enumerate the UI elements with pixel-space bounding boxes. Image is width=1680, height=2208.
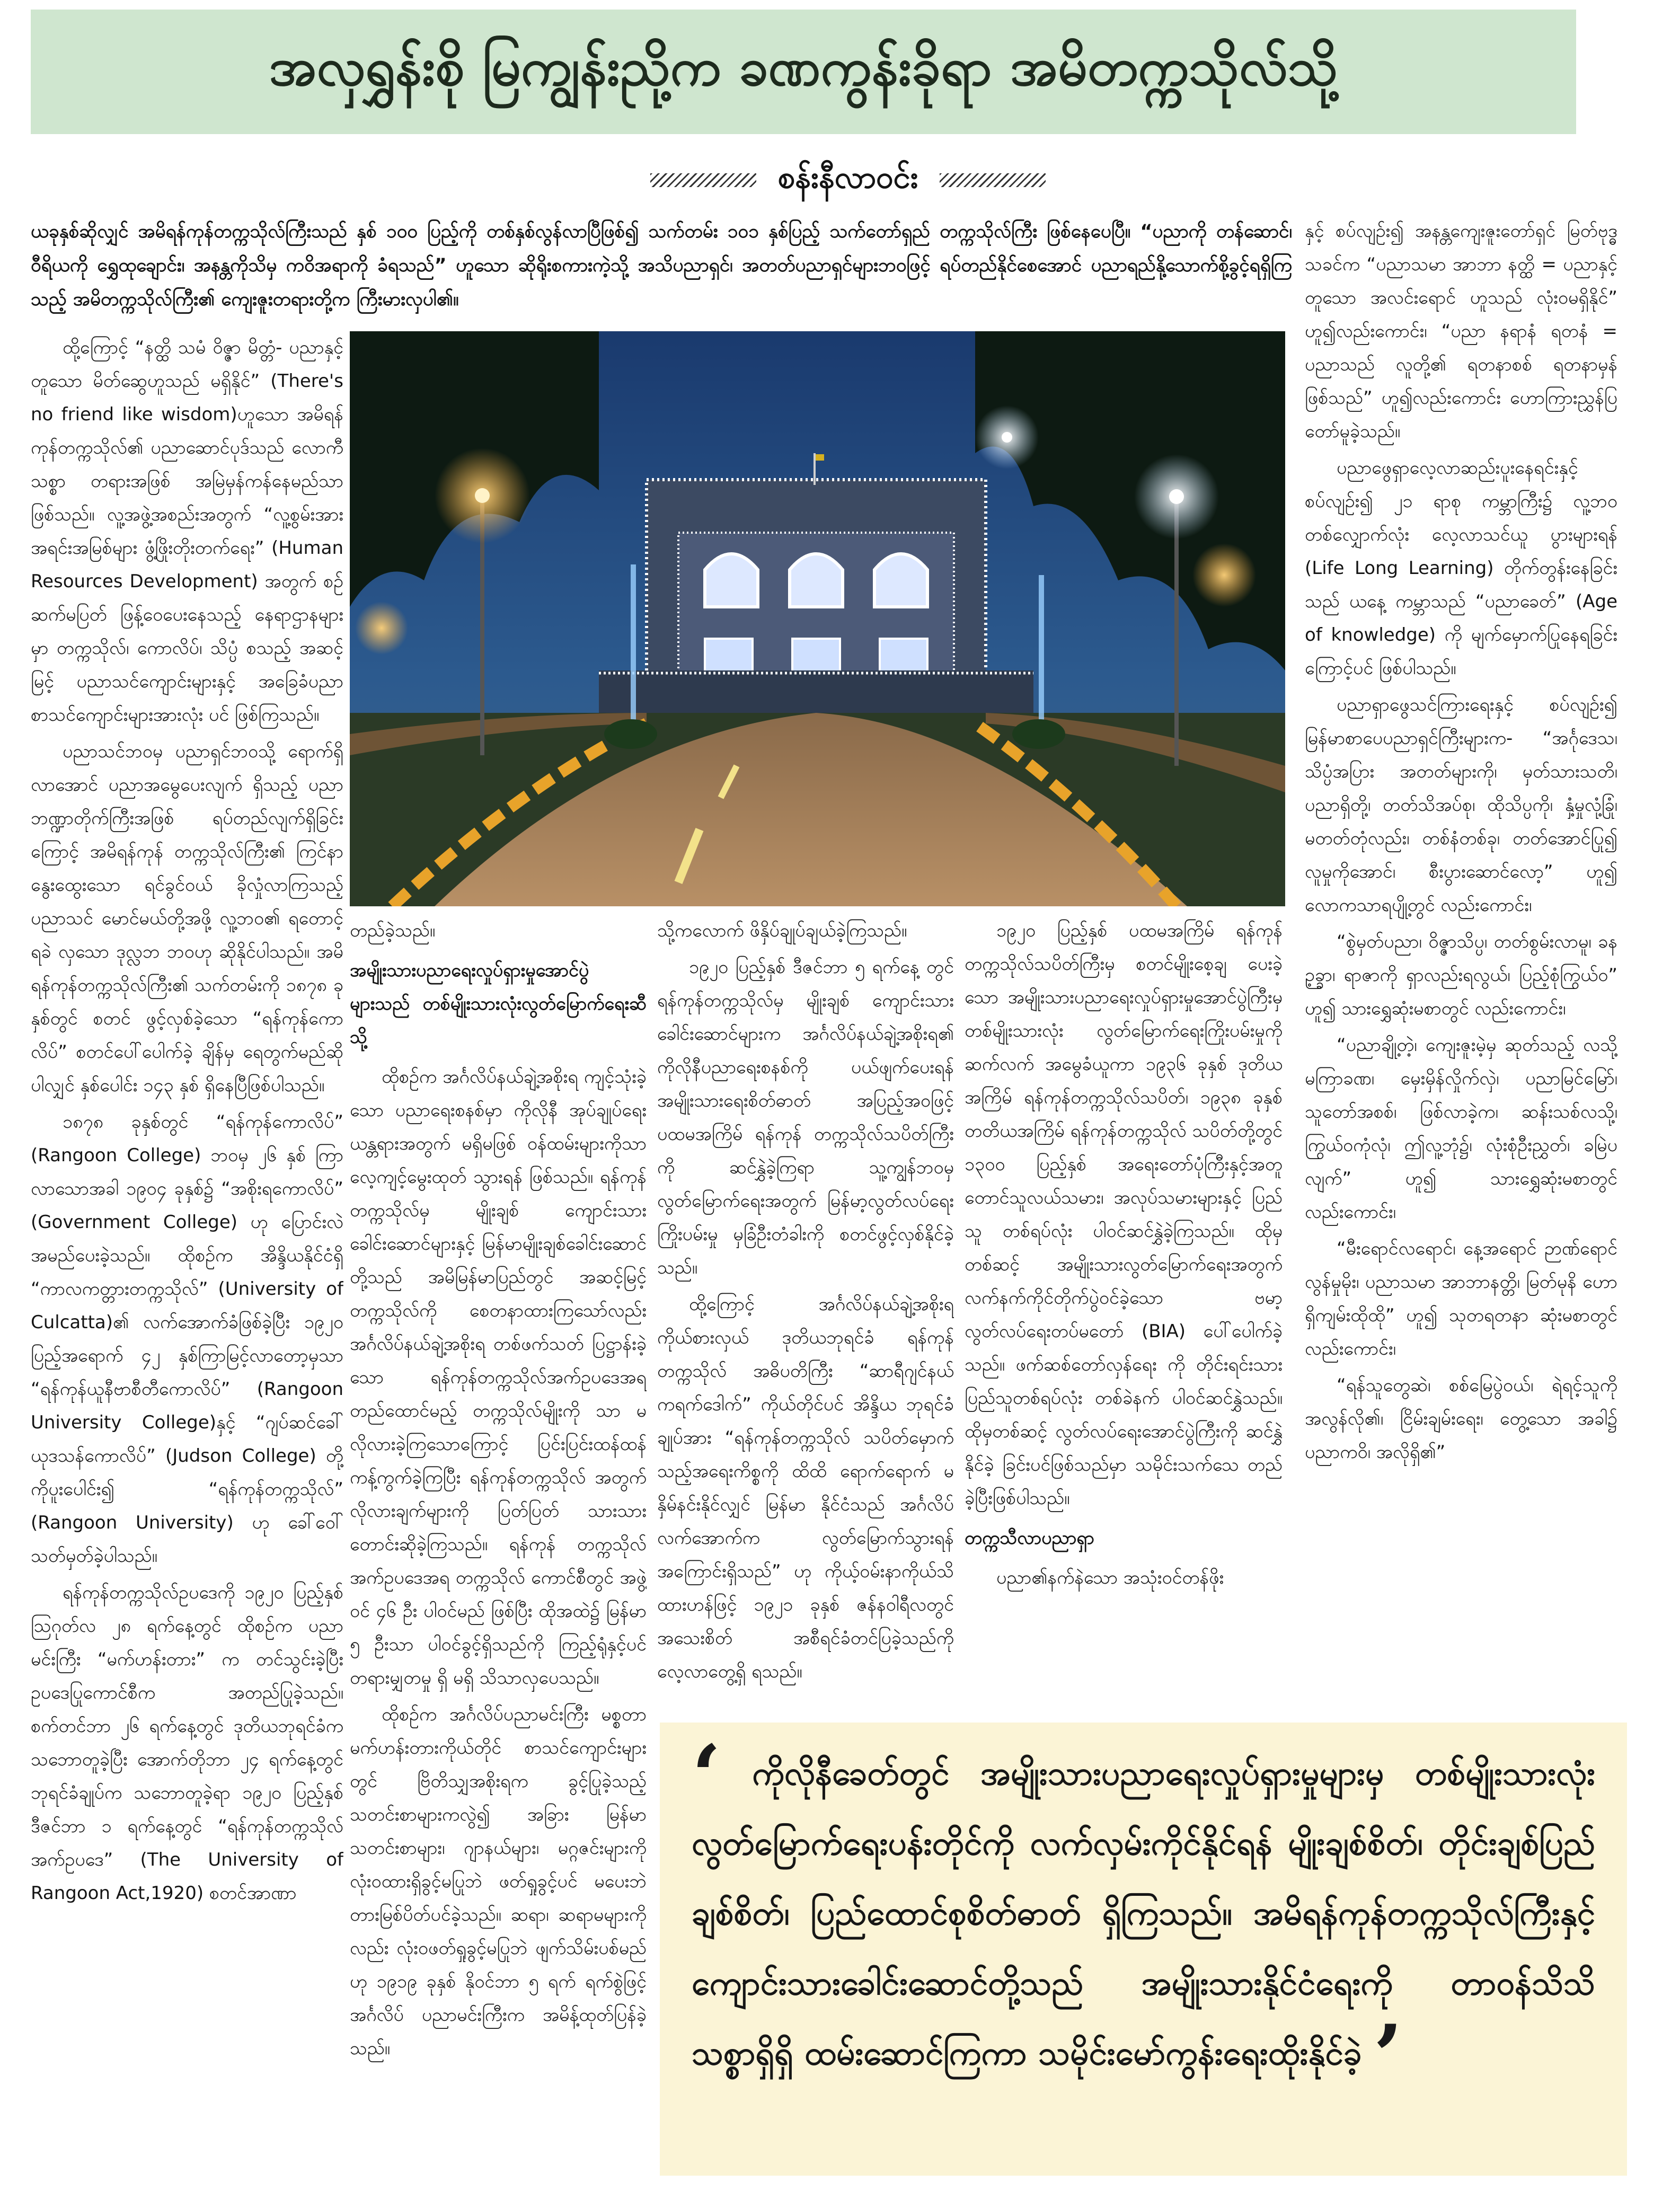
column-center-left: [350, 914, 647, 2176]
paragraph: ထိုစဉ်က အင်္ဂလိပ်နယ်ချဲ့အစိုးရ ကျင့်သုံးခဲ့သော ပညာရေးစနစ်မှာ ကိုလိုနီ အုပ်ချုပ်ရေးယန္တရားအတွက် မရှိမဖြစ် ဝန်ထမ်းများကိုသာ လေ့ကျင့်မွေးထုတ် သွားရန် ဖြစ်သည်။ ရန်ကုန်တက္ကသိုလ်မှ မျိုးချစ် ကျောင်းသားခေါင်းဆောင်များနှင့် မြန်မာမျိုးချစ်ခေါင်းဆောင်တို့သည် အမိမြန်မာပြည်တွင် အဆင့်မြင့်တက္ကသိုလ်ကို စေတနာထားကြသော်လည်း အင်္ဂလိပ်နယ်ချဲ့အစိုးရ တစ်ဖက်သတ် ပြဋ္ဌာန်းခဲ့သော ရန်ကုန်တက္ကသိုလ်အက်ဥပဒေအရ တည်ထောင်မည့် တက္ကသိုလ်မျိုးကို သာ မလိုလားခဲ့ကြသောကြောင့် ပြင်းပြင်းထန်ထန် ကန့်ကွက်ခဲ့ကြပြီး ရန်ကုန်တက္ကသိုလ် အတွက် လိုလားချက်များကို ပြတ်ပြတ် သားသား တောင်းဆိုခဲ့ကြသည်။ ရန်ကုန် တက္ကသိုလ်အက်ဥပဒေအရ တက္ကသိုလ် ကောင်စီတွင် အဖွဲ့ဝင် ၄၆ ဦး ပါဝင်မည် ဖြစ်ပြီး ထိုအထဲ၌ မြန်မာ ၅ ဦးသာ ပါဝင်ခွင့်ရှိသည်ကို ကြည့်ရုံနှင့်ပင် တရားမျှတမှု ရှိ မရှိ သိသာလှပေသည်။: [350, 1066, 647, 1689]
byline-ornament-left: [650, 173, 756, 187]
paragraph: တည်ခဲ့သည်။: [350, 920, 436, 941]
paragraph: ထို့ကြောင့် အင်္ဂလိပ်နယ်ချဲ့အစိုးရ ကိုယ်စားလှယ် ဒုတိယဘုရင်ခံ ရန်ကုန် တက္ကသိုလ် အဓိပတိကြီး “ဆာရီဂျင်နယ် ကရက်ဒေါက်” ကိုယ်တိုင်ပင် အိန္ဒိယ ဘုရင်ခံချုပ်အား “ရန်ကုန်တက္ကသိုလ် သပိတ်မှောက်သည့်အရေးကိစ္စကို ထိထိ ရောက်ရောက် မနှိမ်နင်းနိုင်လျှင် မြန်မာ နိုင်ငံသည် အင်္ဂလိပ်လက်အောက်က လွတ်မြောက်သွားရန် အကြောင်းရှိသည်” ဟု ကိုယ့်ဝမ်းနာကိုယ်သိထားဟန်ဖြင့် ၁၉၂၁ ခုနှစ် ဇန်နဝါရီလတွင် အသေးစိတ် အစီရင်ခံတင်ပြခဲ့သည်ကို လေ့လာတွေ့ရှိ ရသည်။: [657, 1294, 954, 1682]
column-center-right: [965, 914, 1283, 1699]
open-quote-mark: ‘: [692, 1726, 721, 1826]
section-heading: အမျိုးသားပညာရေးလှုပ်ရှားမှုအောင်ပွဲများသည် တစ်မျိုးသားလုံးလွတ်မြောက်ရေးဆီသို့: [350, 960, 647, 1048]
byline: [583, 159, 1113, 201]
paragraph: ပညာ၏နက်နဲသော အသုံးဝင်တန်ဖိုး: [996, 1567, 1224, 1588]
headline-banner: [31, 10, 1576, 134]
paragraph: ပညာရှာဖွေသင်ကြားရေးနှင့် စပ်လျဉ်း၍ မြန်မာစာပေပညာရှင်ကြီးများက- “အင်္ဂုဒေသ၊ သိပ္ပံအပြား အတတ်များကို၊ မှတ်သားသတိ၊ ပညာရှိတို့၊ တတ်သိအပ်စု၊ ထိုသိပ္ပကို၊ နှံ့မှုလုံ့ခြုံ၊ မတတ်တုံလည်း၊ တစ်နံတစ်ခု၊ တတ်အောင်ပြု၍ လူမှုကိုအောင်၊ စီးပွားဆောင်လော့” ဟူ၍ လောကသာရပျို့တွင် လည်းကောင်း၊: [1305, 694, 1617, 916]
paragraph: ပညာဖွေရှာလေ့လာဆည်းပူးနေရင်းနှင့် စပ်လျဉ်း၍ ၂၁ ရာစု ကမ္ဘာကြီး၌ လူ့ဘဝ တစ်လျှောက်လုံး လေ့လာသင်ယူ ပွားများရန် (Life Long Learning) တိုက်တွန်းနေခြင်းသည် ယနေ့ ကမ္ဘာသည် “ပညာခေတ်” (Age of knowledge) ကို မျက်မှောက်ပြုနေရခြင်းကြောင့်ပင် ဖြစ်ပါသည်။: [1305, 457, 1617, 679]
column-center: [657, 914, 954, 1699]
column-right: [1305, 215, 1617, 1805]
paragraph: သို့ကလောက် ဖိနှိပ်ချုပ်ချယ်ခဲ့ကြသည်။: [657, 920, 907, 941]
paragraph: “ရန်သူတွေဆဲ၊ စစ်မြေပွဲဝယ်၊ ရဲရင့်သူကို အလွန်လို၏၊ ငြိမ်းချမ်းရေး၊ တွေ့သော အခါ၌ ပညာကဝိ၊ အလိုရှိ၏”: [1305, 1375, 1617, 1463]
paragraph: ထိုစဉ်က အင်္ဂလိပ်ပညာမင်းကြီး မစ္စတာ မက်ဟန်းတားကိုယ်တိုင် စာသင်ကျောင်းများတွင် ဗြိတိသျှအစိုးရက ခွင့်ပြုခဲ့သည့် သတင်းစာများကလွဲ၍ အခြား မြန်မာသတင်းစာများ၊ ဂျာနယ်များ၊ မဂ္ဂဇင်းများကို လုံးဝထားရှိခွင့်မပြုဘဲ ဖတ်ရှုခွင့်ပင် မပေးဘဲ တားမြစ်ပိတ်ပင်ခဲ့သည်။ ဆရာ၊ ဆရာမများကိုလည်း လုံးဝဖတ်ရှုခွင့်မပြုဘဲ ဖျက်သိမ်းပစ်မည်ဟု ၁၉၁၉ ခုနှစ် နိုဝင်ဘာ ၅ ရက် ရက်စွဲဖြင့် အင်္ဂလိပ် ပညာမင်းကြီးက အမိန့်ထုတ်ပြန်ခဲ့သည်။: [350, 1704, 647, 2059]
intro-paragraph: [31, 215, 1292, 318]
section-heading: တက္ကသီလာပညာရှာ: [965, 1527, 1094, 1549]
paragraph: ပညာသင်ဘဝမှ ပညာရှင်ဘဝသို့ ရောက်ရှိလာအောင် ပညာအမွေပေးလျက် ရှိသည့် ပညာဘဏ္ဍာတိုက်ကြီးအဖြစ် ရပ်တည်လျက်ရှိခြင်းကြောင့် အမိရန်ကုန် တက္ကသိုလ်ကြီး၏ ကြင်နာနွေးထွေးသော ရင်ခွင်ဝယ် ခိုလှုံလာကြသည့် ပညာသင် မောင်မယ်တို့အဖို့ လူ့ဘဝ၏ ရတောင့်ရခဲ လှသော ဒုလ္လဘ ဘဝဟု ဆိုနိုင်ပါသည်။ အမိရန်ကုန်တက္ကသိုလ်ကြီး၏ သက်တမ်းကို ၁၈၇၈ ခုနှစ်တွင် စတင် ဖွင့်လှစ်ခဲ့သော “ရန်ကုန်ကောလိပ်” စတင်ပေါ်ပေါက်ခဲ့ ချိန်မှ ရေတွက်မည်ဆိုပါလျှင် နှစ်ပေါင်း ၁၄၃ နှစ် ရှိနေပြီဖြစ်ပါသည်။: [31, 741, 343, 1096]
paragraph: နှင့် စပ်လျဉ်း၍ အနန္တကျေးဇူးတော်ရှင် မြတ်ဗုဒ္ဓ သခင်က “ပညာသမာ အာဘာ နတ္ထိ = ပညာနှင့်တူသော အလင်းရောင် ဟူသည် လုံးဝမရှိနိုင်” ဟူ၍လည်းကောင်း၊ “ပညာ နရာနံ ရတနံ = ပညာသည် လူတို့၏ ရတနာစစ် ရတနာမှန် ဖြစ်သည်” ဟူ၍လည်းကောင်း ဟောကြားညွှန်ပြတော်မူခဲ့သည်။: [1305, 220, 1617, 442]
close-quote-mark: ’: [1373, 2006, 1403, 2106]
paragraph: ထို့ကြောင့် “နတ္ထိ သမံ ဝိဇ္ဇာ မိတ္တံ- ပညာနှင့်တူသော မိတ်ဆွေဟူသည် မရှိနိုင်” (There's no friend like wisdom)ဟူသော အမိရန်ကုန်တက္ကသိုလ်၏ ပညာဆောင်ပုဒ်သည် လောကီသစ္စာ တရားအဖြစ် အမြဲမှန်ကန်နေမည်သာ ဖြစ်သည်။ လူ့အဖွဲ့အစည်းအတွက် “လူ့စွမ်းအားအရင်းအမြစ်များ ဖွံ့ဖြိုးတိုးတက်ရေး” (Human Resources Development) အတွက် စဉ်ဆက်မပြတ် ဖြန့်ဝေပေးနေသည့် နေရာဌာနများမှာ တက္ကသိုလ်၊ ကောလိပ်၊ သိပ္ပံ စသည့် အဆင့်မြင့် ပညာသင်ကျောင်းများနှင့် အခြေခံပညာစာသင်ကျောင်းများအားလုံး ပင် ဖြစ်ကြသည်။: [31, 337, 343, 726]
paragraph: “ပညာချို့တဲ့၊ ကျေးဇူးမဲ့မှ ဆုတ်သည့် လသို့ မကြာခဏ၊ မှေးမှိန်လှိုက်လှဲ၊ ပညာမြင်မြော်၊ သူတော်အစစ်၊ ဖြစ်လာခဲ့က၊ ဆန်းသစ်လသို့၊ ကြွယ်ဝကုံလုံ၊ ဤလူ့ဘုံ၌၊ လုံးစုံဦးညွှတ်၊ ခမြဲပလျက်” ဟူ၍ သားရွှေဆုံးမစာတွင် လည်းကောင်း၊: [1305, 1035, 1617, 1223]
paragraph: ၁၈၇၈ ခုနှစ်တွင် “ရန်ကုန်ကောလိပ်” (Rangoon College) ဘဝမှ ၂၆ နှစ် ကြာလာသောအခါ ၁၉၀၄ ခုနှစ်၌ “အစိုးရကောလိပ်” (Government College) ဟု ပြောင်းလဲအမည်ပေးခဲ့သည်။ ထိုစဉ်က အိန္ဒိယနိုင်ငံရှိ “ကာလကတ္တားတက္ကသိုလ်” (University of Culcatta)၏ လက်အောက်ခံဖြစ်ခဲ့ပြီး ၁၉၂၀ ပြည့်အရောက် ၄၂ နှစ်ကြာမြင့်လာတော့မှသာ “ရန်ကုန်ယူနီဗာစီတီကောလိပ်” (Rangoon University College)နှင့် “ဂျပ်ဆင်ခေါ် ယုဒသန်ကောလိပ်” (Judson College) တို့ကိုပူးပေါင်း၍ “ရန်ကုန်တက္ကသိုလ်” (Rangoon University) ဟု ခေါ်ဝေါ် သတ်မှတ်ခဲ့ပါသည်။: [31, 1111, 343, 1567]
university-night-photo: [350, 331, 1285, 906]
paragraph: “စွဲမှတ်ပညာ၊ ဝိဇ္ဇာသိပ္ပ၊ တတ်စွမ်းလာမူ၊ ခနဉ့ခ္ခာ၊ ရာဇာကို ရှာလည်းရလွယ်၊ ပြည့်စုံကြွယ်ဝ” ဟူ၍ သားရွှေဆုံးမစာတွင် လည်းကောင်း၊: [1305, 931, 1617, 1019]
headline: အလှရွှန်းစို မြကျွန်းညို့က ခဏကွန်းခိုရာ အမိတက္ကသိုလ်သို့: [269, 37, 1338, 98]
pull-quote-text: [692, 1726, 1595, 2106]
byline-ornament-right: [940, 173, 1046, 187]
paragraph: ရန်ကုန်တက္ကသိုလ်ဥပဒေကို ၁၉၂၀ ပြည့်နှစ် သြဂုတ်လ ၂၈ ရက်နေ့တွင် ထိုစဉ်က ပညာမင်းကြီး “မက်ဟန်းတား” က တင်သွင်းခဲ့ပြီး ဥပဒေပြုကောင်စီက အတည်ပြုခဲ့သည်။ စက်တင်ဘာ ၂၆ ရက်နေ့တွင် ဒုတိယဘုရင်ခံက သဘောတူခဲ့ပြီး အောက်တိုဘာ ၂၄ ရက်နေ့တွင် ဘုရင်ခံချုပ်က သဘောတူခဲ့ရာ ၁၉၂၀ ပြည့်နှစ် ဒီဇင်ဘာ ၁ ရက်နေ့တွင် “ရန်ကုန်တက္ကသိုလ်အက်ဥပဒေ” (The University of Rangoon Act,1920) စတင်အာဏာ: [31, 1582, 343, 1904]
paragraph: “မီးရောင်လရောင်၊ နေ့အရောင် ဉာဏ်ရောင် လွန်မှုမိုး၊ ပညာသမာ အာဘာနတ္တိ၊ မြတ်မုနိ ဟောရှိကျမ်းထိုထို” ဟူ၍ သုတရတနာ ဆုံးမစာတွင် လည်းကောင်း၊: [1305, 1238, 1617, 1359]
pull-quote-body: ကိုလိုနီခေတ်တွင် အမျိုးသားပညာရေးလှုပ်ရှားမှုများမှ တစ်မျိုးသားလုံး လွတ်မြောက်ရေးပန်းတိုင်ကို လက်လှမ်းကိုင်နိုင်ရန် မျိုးချစ်စိတ်၊ တိုင်းချစ်ပြည်ချစ်စိတ်၊ ပြည်ထောင်စုစိတ်ဓာတ် ရှိကြသည်။ အမိရန်ကုန်တက္ကသိုလ်ကြီးနှင့် ကျောင်းသားခေါင်းဆောင်တို့သည် အမျိုးသားနိုင်ငံရေးကို တာဝန်သိသိ သစ္စာရှိရှိ ထမ်းဆောင်ကြကာ သမိုင်းမော်ကွန်းရေးထိုးနိုင်ခဲ့: [692, 1754, 1595, 2072]
pull-quote: [660, 1723, 1627, 2176]
paragraph: ၁၉၂၀ ပြည့်နှစ် ဒီဇင်ဘာ ၅ ရက်နေ့ တွင် ရန်ကုန်တက္ကသိုလ်မှ မျိုးချစ် ကျောင်းသားခေါင်းဆောင်များက အင်္ဂလိပ်နယ်ချဲ့အစိုးရ၏ ကိုလိုနီပညာရေးစနစ်ကို ပယ်ဖျက်ပေးရန် အမျိုးသားရေးစိတ်ဓာတ် အပြည့်အဝဖြင့် ပထမအကြိမ် ရန်ကုန် တက္ကသိုလ်သပိတ်ကြီးကို ဆင်နွှဲခဲ့ကြရာ သူ့ကျွန်ဘဝမှ လွတ်မြောက်ရေးအတွက် မြန်မာ့လွတ်လပ်ရေးကြိုးပမ်းမှု မှခြံဦးတံခါးကို စတင်ဖွင့်လှစ်နိုင်ခဲ့သည်။: [657, 957, 954, 1278]
author-name: စန်းနီလာဝင်း: [777, 158, 918, 195]
intro-text: ယခုနှစ်ဆိုလျှင် အမိရန်ကုန်တက္ကသိုလ်ကြီးသည် နှစ် ၁၀၀ ပြည့်ကို တစ်နှစ်လွန်လာပြီဖြစ်၍ သက်တမ်း ၁၀၁ နှစ်ပြည့် သက်တော်ရှည် တက္ကသိုလ်ကြီး ဖြစ်နေပေပြီ။ “ပညာကို တန်ဆောင်၊ ဝီရိယကို ရွှေထုချောင်း၊ အနန္တကိုသိမှ ကဝိအရာကို ခံရသည်” ဟူသော ဆိုရိုးစကားကဲ့သို့ အသိပညာရှင်၊ အတတ်ပညာရှင်များဘဝဖြင့် ရပ်တည်နိုင်စေအောင် ပညာရည်နို့သောက်စို့ခွင့်ရရှိကြသည့် အမိတက္ကသိုလ်ကြီး၏ ကျေးဇူးတရားတို့က ကြီးမားလှပါ၏။: [31, 221, 1292, 310]
paragraph: ၁၉၂၀ ပြည့်နှစ် ပထမအကြိမ် ရန်ကုန် တက္ကသိုလ်သပိတ်ကြီးမှ စတင်မျိုးစေ့ချ ပေးခဲ့သော အမျိုးသားပညာရေးလှုပ်ရှားမှုအောင်ပွဲကြီးမှ တစ်မျိုးသားလုံး လွတ်မြောက်ရေးကြိုးပမ်းမှုကို ဆက်လက် အမွေခံယူကာ ၁၉၃၆ ခုနှစ် ဒုတိယအကြိမ် ရန်ကုန်တက္ကသိုလ်သပိတ်၊ ၁၉၃၈ ခုနှစ် တတိယအကြိမ် ရန်ကုန်တက္ကသိုလ် သပိတ်တို့တွင် ၁၃၀၀ ပြည့်နှစ် အရေးတော်ပုံကြီးနှင့်အတူ တောင်သူလယ်သမား၊ အလုပ်သမားများနှင့် ပြည်သူ တစ်ရပ်လုံး ပါဝင်ဆင်နွှဲခဲ့ကြသည်။ ထိုမှ တစ်ဆင့် အမျိုးသားလွတ်မြောက်ရေးအတွက် လက်နက်ကိုင်တိုက်ပွဲဝင်ခဲ့သော ဗမာ့လွတ်လပ်ရေးတပ်မတော် (BIA) ပေါ်ပေါက်ခဲ့သည်။ ဖက်ဆစ်တော်လှန်ရေး ကို တိုင်းရင်းသားပြည်သူတစ်ရပ်လုံး တစ်ခဲနက် ပါဝင်ဆင်နွှဲသည်။ ထိုမှတစ်ဆင့် လွတ်လပ်ရေးအောင်ပွဲကြီးကို ဆင်နွှဲနိုင်ခဲ့ ခြင်းပင်ဖြစ်သည်မှာ သမိုင်းသက်သေ တည်ခဲ့ပြီးဖြစ်ပါသည်။: [965, 920, 1283, 1509]
column-left: [31, 331, 343, 2176]
